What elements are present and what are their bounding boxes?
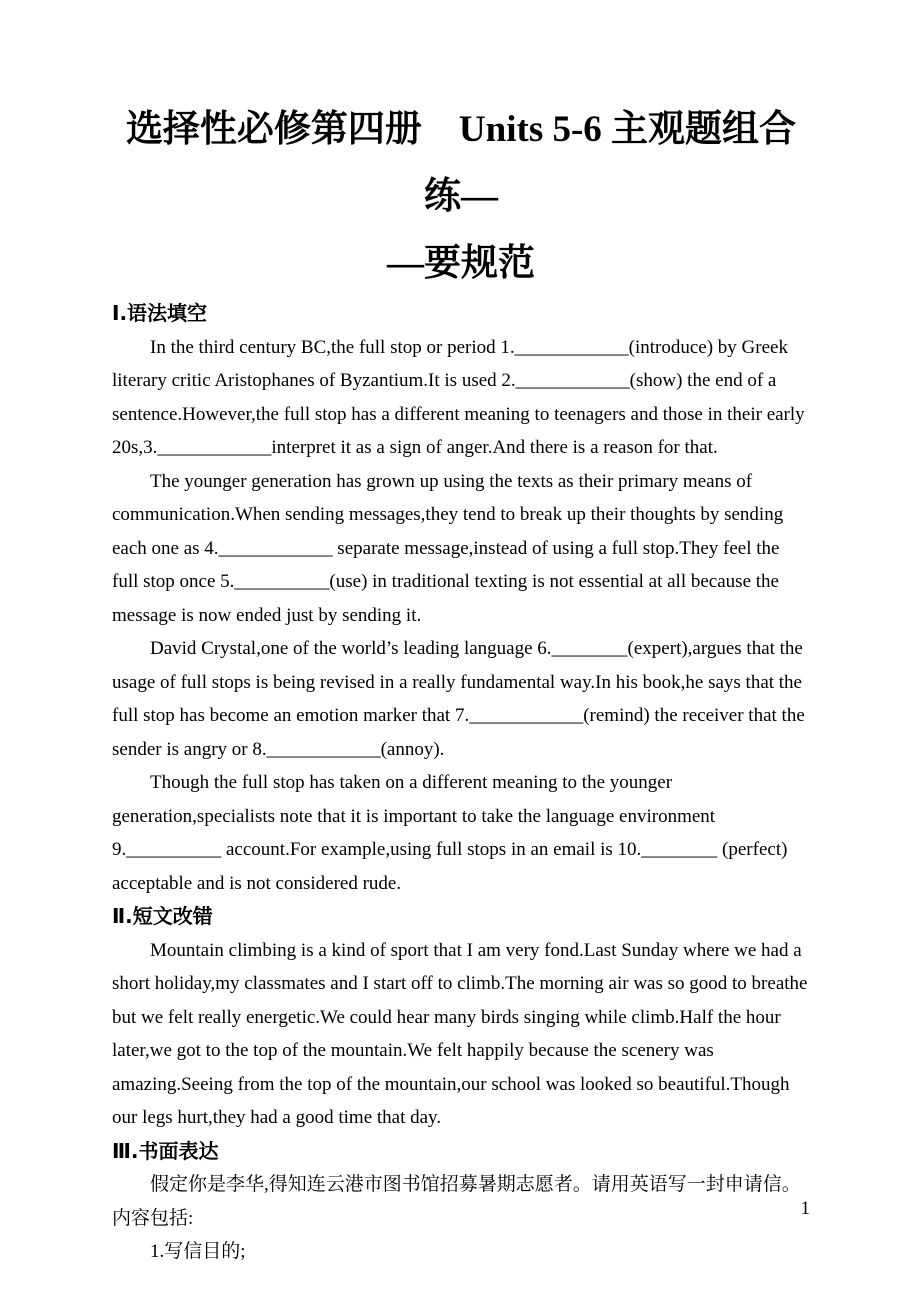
grammar-passage-paragraph-1: In the third century BC,the full stop or period 1.____________(introduce) by Greek literary critic Aristophanes of Byzantium.It is used 2.____________(show) the end of a sentence.However,the full stop has a different meaning to teenagers and those in their early 20s,3.____________interpret it as a sign of anger.And there is a reason for that.	[112, 336, 805, 458]
written-expression-intro: 假定你是李华,得知连云港市图书馆招募暑期志愿者。请用英语写一封申请信。内容包括:	[112, 1174, 801, 1229]
document-content	[112, 0, 810, 1269]
document-title	[112, 96, 810, 297]
section-heading-written-expression: Ⅲ.书面表达	[112, 1138, 219, 1163]
section-heading-grammar-fill: Ⅰ.语法填空	[112, 301, 208, 325]
written-expression-point-1: 1.写信目的;	[150, 1241, 246, 1262]
page-number: 1	[800, 1198, 810, 1219]
error-correction-passage: Mountain climbing is a kind of sport that I am very fond.Last Sunday where we had a short holiday,my classmates and I start off to climb.The morning air was so good to breathe but we felt really energetic.We could hear many birds singing while climb.Half the hour later,we got to the top of the mountain.We felt happily because the scenery was amazing.Seeing from the top of the mountain,our school was looked so beautiful.Though our legs hurt,they had a good time that day.	[112, 939, 808, 1128]
title-line-1: 选择性必修第四册 Units 5-6 主观题组合练—	[125, 109, 797, 217]
grammar-passage-paragraph-4: Though the full stop has taken on a different meaning to the younger generation,specialists note that it is important to take the language environment 9.__________ account.For example,using full stops in an email is 10.________ (perfect) acceptable and is not considered rude.	[112, 772, 788, 894]
grammar-passage-paragraph-2: The younger generation has grown up using the texts as their primary means of communication.When sending messages,they tend to break up their thoughts by sending each one as 4.____________ separate message,instead of using a full stop.They feel the full stop once 5.__________(use) in traditional texting is not essential at all because the message is now ended just by sending it.	[112, 470, 784, 626]
title-line-2: —要规范	[387, 243, 535, 284]
grammar-passage-paragraph-3: David Crystal,one of the world’s leading language 6.________(expert),argues that the usage of full stops is being revised in a really fundamental way.In his book,he says that the full stop has become an emotion marker that 7.____________(remind) the receiver that the sender is angry or 8.____________(annoy).	[112, 638, 805, 760]
section-heading-error-correction: Ⅱ.短文改错	[112, 904, 213, 928]
